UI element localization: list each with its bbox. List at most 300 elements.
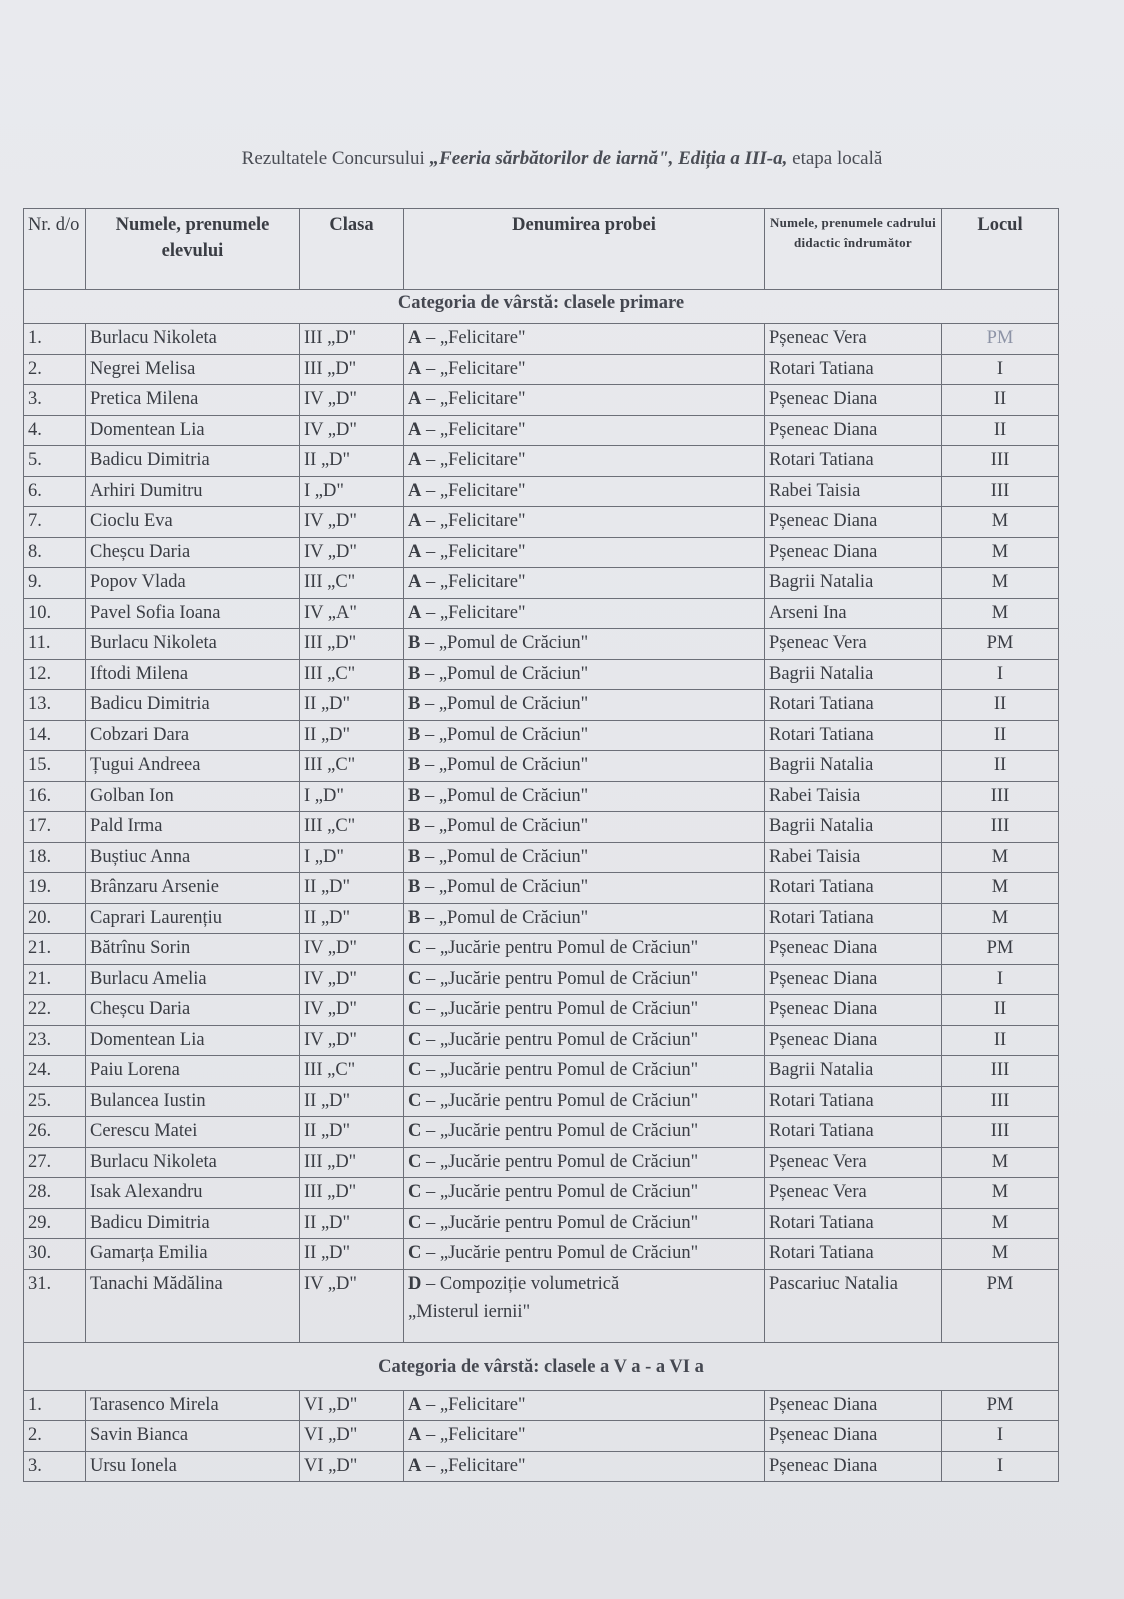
cell-nr: 3. (24, 385, 86, 416)
event-text (408, 1087, 760, 1116)
cell-teacher: Pșeneac Vera (765, 1147, 942, 1178)
event-code: C (408, 1243, 422, 1263)
cell-nr: 21. (24, 934, 86, 965)
cell-teacher: Bagrii Natalia (765, 1056, 942, 1087)
cell-class: III „C" (300, 568, 404, 599)
event-title: – „Felicitare" (421, 389, 526, 409)
cell-nr: 25. (24, 1086, 86, 1117)
document-title (0, 148, 1124, 170)
cell-class: II „D" (300, 873, 404, 904)
cell-nr: 23. (24, 1025, 86, 1056)
cell-place: I (942, 659, 1059, 690)
cell-nr: 12. (24, 659, 86, 690)
cell-event (404, 812, 765, 843)
event-text (408, 1209, 760, 1238)
table-row (24, 1025, 1059, 1056)
event-title: – „Jucărie pentru Pomul de Crăciun" (421, 1121, 699, 1141)
event-text (408, 995, 760, 1024)
table-row (24, 1421, 1059, 1452)
cell-student-name: Buștiuc Anna (86, 842, 300, 873)
cell-class: I „D" (300, 842, 404, 873)
cell-place: II (942, 415, 1059, 446)
event-text (408, 1391, 760, 1420)
event-title: – „Pomul de Crăciun" (420, 846, 589, 867)
event-text (408, 660, 760, 689)
cell-class: II „D" (300, 720, 404, 751)
cell-nr: 16. (24, 781, 86, 812)
cell-event (404, 1147, 765, 1178)
cell-teacher: Rotari Tatiana (765, 1117, 942, 1148)
table-row (24, 751, 1059, 782)
event-code: C (408, 1029, 422, 1050)
event-code: A (408, 1394, 422, 1415)
cell-place: I (942, 964, 1059, 995)
cell-student-name: Gamarța Emilia (86, 1239, 300, 1270)
event-title: – „Pomul de Crăciun" (420, 877, 589, 897)
event-title: – „Pomul de Crăciun" (420, 816, 589, 836)
event-title: – „Felicitare" (421, 1394, 526, 1415)
cell-teacher: Rotari Tatiana (765, 1239, 942, 1270)
cell-student-name: Pald Irma (86, 812, 300, 843)
event-title: – „Felicitare" (421, 1425, 526, 1445)
cell-event (404, 1208, 765, 1239)
cell-student-name: Negrei Melisa (86, 354, 300, 385)
event-text (408, 1117, 760, 1146)
event-title: – „Felicitare" (421, 1455, 526, 1476)
cell-nr: 30. (24, 1239, 86, 1270)
title-prefix: Rezultatele Concursului (241, 148, 430, 169)
cell-event (404, 1025, 765, 1056)
cell-teacher: Pșeneac Diana (765, 1390, 942, 1421)
event-text (408, 904, 760, 933)
cell-place: M (942, 507, 1059, 538)
event-code: C (408, 1151, 422, 1172)
event-title: – „Felicitare" (421, 541, 526, 562)
event-code: B (408, 846, 421, 867)
event-title: – „Pomul de Crăciun" (420, 694, 589, 714)
cell-class: II „D" (300, 1239, 404, 1270)
event-code: A (408, 358, 422, 379)
cell-nr: 11. (24, 629, 86, 660)
event-code: C (408, 1212, 422, 1233)
event-text (408, 599, 760, 628)
event-text (408, 1056, 760, 1085)
cell-event (404, 964, 765, 995)
event-code: A (408, 419, 422, 440)
cell-place: PM (942, 1390, 1059, 1421)
cell-class: III „C" (300, 812, 404, 843)
event-code: C (408, 1060, 422, 1080)
event-title-line2: „Misterul iernii" (408, 1301, 531, 1322)
cell-nr: 13. (24, 690, 86, 721)
cell-class: IV „D" (300, 415, 404, 446)
cell-event (404, 476, 765, 507)
event-code: A (408, 541, 422, 562)
cell-teacher: Bagrii Natalia (765, 751, 942, 782)
event-code: A (408, 572, 422, 592)
cell-place: II (942, 751, 1059, 782)
header-nr: Nr. d/o (24, 209, 86, 290)
cell-student-name: Savin Bianca (86, 1421, 300, 1452)
cell-class: II „D" (300, 690, 404, 721)
event-title: – „Felicitare" (421, 328, 526, 348)
cell-teacher: Pascariuc Natalia (765, 1269, 942, 1342)
cell-student-name: Isak Alexandru (86, 1178, 300, 1209)
event-text (408, 782, 760, 811)
category-row (24, 1342, 1059, 1390)
cell-class: III „C" (300, 1056, 404, 1087)
event-title: – „Felicitare" (421, 572, 526, 592)
cell-event (404, 446, 765, 477)
header-place: Locul (942, 209, 1059, 290)
event-code: C (408, 938, 422, 958)
event-text (408, 690, 760, 719)
cell-class: I „D" (300, 781, 404, 812)
cell-student-name: Țugui Andreea (86, 751, 300, 782)
cell-student-name: Brânzaru Arsenie (86, 873, 300, 904)
cell-place: M (942, 1239, 1059, 1270)
event-text (408, 538, 760, 567)
cell-place: II (942, 385, 1059, 416)
cell-event (404, 995, 765, 1026)
table-row (24, 415, 1059, 446)
cell-event (404, 568, 765, 599)
cell-student-name: Paiu Lorena (86, 1056, 300, 1087)
cell-nr: 21. (24, 964, 86, 995)
event-code: B (408, 694, 421, 714)
cell-place: M (942, 568, 1059, 599)
cell-teacher: Pșeneac Diana (765, 1421, 942, 1452)
cell-class: II „D" (300, 446, 404, 477)
cell-place: I (942, 1421, 1059, 1452)
event-code: B (408, 877, 421, 897)
cell-event (404, 1269, 765, 1342)
table-row (24, 842, 1059, 873)
cell-teacher: Pșeneac Diana (765, 1451, 942, 1482)
cell-class: III „C" (300, 659, 404, 690)
header-name: Numele, prenumele elevului (86, 209, 300, 290)
cell-student-name: Cheșcu Daria (86, 537, 300, 568)
event-text (408, 355, 760, 384)
results-table-body (24, 209, 1059, 1482)
table-row (24, 934, 1059, 965)
cell-class: III „C" (300, 751, 404, 782)
cell-student-name: Golban Ion (86, 781, 300, 812)
cell-place: III (942, 1117, 1059, 1148)
event-code: B (408, 633, 421, 653)
cell-teacher: Pșeneac Diana (765, 1025, 942, 1056)
cell-teacher: Bagrii Natalia (765, 659, 942, 690)
table-header-row (24, 209, 1059, 290)
cell-nr: 10. (24, 598, 86, 629)
event-text (408, 629, 760, 658)
cell-class: VI „D" (300, 1421, 404, 1452)
category-label: Categoria de vârstă: clasele a V a - a VI a (24, 1342, 1059, 1390)
event-title: – „Jucărie pentru Pomul de Crăciun" (421, 968, 699, 989)
event-text (408, 965, 760, 994)
event-title: – „Jucărie pentru Pomul de Crăciun" (421, 1029, 699, 1050)
event-title: – „Felicitare" (421, 358, 526, 379)
cell-event (404, 1421, 765, 1452)
cell-class: VI „D" (300, 1390, 404, 1421)
cell-class: IV „D" (300, 507, 404, 538)
event-title: – „Pomul de Crăciun" (420, 785, 589, 806)
cell-class: IV „D" (300, 934, 404, 965)
cell-student-name: Cioclu Eva (86, 507, 300, 538)
cell-teacher: Pșeneac Diana (765, 385, 942, 416)
event-text (408, 812, 760, 841)
event-title: – „Pomul de Crăciun" (420, 907, 589, 928)
event-title: – „Jucărie pentru Pomul de Crăciun" (421, 1212, 699, 1233)
cell-student-name: Badicu Dimitria (86, 446, 300, 477)
cell-place: III (942, 812, 1059, 843)
table-row (24, 1178, 1059, 1209)
cell-teacher: Rabei Taisia (765, 476, 942, 507)
table-row (24, 446, 1059, 477)
event-code: B (408, 907, 421, 928)
table-row (24, 964, 1059, 995)
table-row (24, 1147, 1059, 1178)
event-title: – „Pomul de Crăciun" (420, 755, 589, 775)
event-code: B (408, 663, 421, 684)
event-title: – „Jucărie pentru Pomul de Crăciun" (421, 1243, 699, 1263)
event-code: B (408, 724, 421, 745)
cell-class: IV „D" (300, 1025, 404, 1056)
event-code: C (408, 968, 422, 989)
cell-teacher: Pșeneac Vera (765, 629, 942, 660)
cell-student-name: Bătrînu Sorin (86, 934, 300, 965)
cell-event (404, 903, 765, 934)
event-text (408, 1239, 760, 1268)
title-suffix: etapa locală (787, 148, 883, 169)
event-code: B (408, 785, 421, 806)
cell-student-name: Cerescu Matei (86, 1117, 300, 1148)
cell-class: II „D" (300, 1208, 404, 1239)
cell-student-name: Pavel Sofia Ioana (86, 598, 300, 629)
cell-student-name: Iftodi Milena (86, 659, 300, 690)
cell-student-name: Caprari Laurențiu (86, 903, 300, 934)
cell-nr: 8. (24, 537, 86, 568)
cell-teacher: Pșeneac Diana (765, 964, 942, 995)
cell-event (404, 1086, 765, 1117)
cell-event (404, 1056, 765, 1087)
event-title: – „Felicitare" (421, 511, 526, 531)
event-code: A (408, 1425, 422, 1445)
event-title: – Compoziție volumetrică (421, 1273, 620, 1294)
cell-place: II (942, 995, 1059, 1026)
event-title: – „Jucărie pentru Pomul de Crăciun" (421, 1060, 699, 1080)
cell-event (404, 873, 765, 904)
cell-event (404, 1178, 765, 1209)
cell-place: III (942, 781, 1059, 812)
cell-student-name: Tarasenco Mirela (86, 1390, 300, 1421)
cell-event (404, 1239, 765, 1270)
table-row (24, 354, 1059, 385)
event-text (408, 568, 760, 597)
cell-place: PM (942, 934, 1059, 965)
cell-teacher: Rotari Tatiana (765, 446, 942, 477)
cell-student-name: Bulancea Iustin (86, 1086, 300, 1117)
cell-teacher: Rotari Tatiana (765, 1208, 942, 1239)
cell-student-name: Popov Vlada (86, 568, 300, 599)
event-title: – „Felicitare" (421, 450, 526, 470)
cell-nr: 26. (24, 1117, 86, 1148)
event-code: B (408, 755, 421, 775)
cell-place: III (942, 1086, 1059, 1117)
cell-teacher: Bagrii Natalia (765, 812, 942, 843)
cell-place: M (942, 537, 1059, 568)
cell-teacher: Arseni Ina (765, 598, 942, 629)
cell-place: M (942, 903, 1059, 934)
table-row (24, 1451, 1059, 1482)
header-event: Denumirea probei (404, 209, 765, 290)
event-code: D (408, 1273, 422, 1294)
cell-teacher: Pșeneac Diana (765, 537, 942, 568)
cell-class: IV „D" (300, 995, 404, 1026)
event-text (408, 507, 760, 536)
table-row (24, 507, 1059, 538)
event-text (408, 751, 760, 780)
event-text (408, 721, 760, 750)
cell-teacher: Pșeneac Vera (765, 324, 942, 355)
cell-nr: 18. (24, 842, 86, 873)
cell-place: III (942, 476, 1059, 507)
event-text (408, 1421, 760, 1450)
event-code: C (408, 1121, 422, 1141)
cell-place: M (942, 598, 1059, 629)
cell-student-name: Badicu Dimitria (86, 1208, 300, 1239)
event-code: C (408, 1182, 422, 1202)
table-row (24, 903, 1059, 934)
cell-nr: 24. (24, 1056, 86, 1087)
event-text (408, 477, 760, 506)
table-row (24, 385, 1059, 416)
event-text (408, 385, 760, 414)
table-row (24, 873, 1059, 904)
cell-class: III „D" (300, 1178, 404, 1209)
cell-teacher: Pșeneac Vera (765, 1178, 942, 1209)
event-title: – „Jucărie pentru Pomul de Crăciun" (421, 1151, 699, 1172)
cell-student-name: Badicu Dimitria (86, 690, 300, 721)
table-row (24, 598, 1059, 629)
table-row (24, 1086, 1059, 1117)
title-italic: „Feeria sărbătorilor de iarnă", Ediția a III-a, (429, 148, 788, 169)
cell-nr: 9. (24, 568, 86, 599)
cell-student-name: Cheșcu Daria (86, 995, 300, 1026)
cell-nr: 17. (24, 812, 86, 843)
cell-student-name: Tanachi Mădălina (86, 1269, 300, 1342)
event-code: A (408, 389, 422, 409)
cell-place: PM (942, 1269, 1059, 1342)
event-title: – „Pomul de Crăciun" (420, 724, 589, 745)
cell-place: PM (942, 324, 1059, 355)
table-row (24, 995, 1059, 1026)
event-code: A (408, 602, 422, 623)
cell-class: III „D" (300, 629, 404, 660)
cell-teacher: Rabei Taisia (765, 842, 942, 873)
cell-place: II (942, 720, 1059, 751)
event-title: – „Felicitare" (421, 419, 526, 440)
event-title: – „Pomul de Crăciun" (420, 633, 589, 653)
table-row (24, 568, 1059, 599)
table-row (24, 1269, 1059, 1342)
cell-teacher: Pșeneac Diana (765, 415, 942, 446)
cell-student-name: Burlacu Nikoleta (86, 629, 300, 660)
event-code: A (408, 511, 422, 531)
cell-student-name: Burlacu Nikoleta (86, 1147, 300, 1178)
cell-class: VI „D" (300, 1451, 404, 1482)
cell-class: II „D" (300, 903, 404, 934)
table-row (24, 1056, 1059, 1087)
cell-teacher: Pșeneac Diana (765, 934, 942, 965)
cell-student-name: Burlacu Nikoleta (86, 324, 300, 355)
table-row (24, 629, 1059, 660)
cell-event (404, 385, 765, 416)
cell-class: II „D" (300, 1117, 404, 1148)
category-label: Categoria de vârstă: clasele primare (24, 290, 1059, 324)
event-text (408, 1148, 760, 1177)
cell-class: II „D" (300, 1086, 404, 1117)
cell-nr: 1. (24, 324, 86, 355)
cell-teacher: Rotari Tatiana (765, 690, 942, 721)
cell-nr: 28. (24, 1178, 86, 1209)
cell-student-name: Arhiri Dumitru (86, 476, 300, 507)
cell-event (404, 324, 765, 355)
table-row (24, 537, 1059, 568)
cell-class: III „D" (300, 354, 404, 385)
cell-teacher: Rotari Tatiana (765, 903, 942, 934)
cell-student-name: Pretica Milena (86, 385, 300, 416)
cell-event (404, 537, 765, 568)
cell-place: M (942, 873, 1059, 904)
header-teacher: Numele, prenumele cadrului didactic îndrumător (765, 209, 942, 290)
event-text (408, 1452, 760, 1481)
table-row (24, 1117, 1059, 1148)
cell-place: M (942, 842, 1059, 873)
cell-class: IV „D" (300, 964, 404, 995)
cell-event (404, 720, 765, 751)
cell-place: I (942, 1451, 1059, 1482)
cell-event (404, 781, 765, 812)
cell-teacher: Rotari Tatiana (765, 720, 942, 751)
cell-class: III „D" (300, 324, 404, 355)
table-row (24, 324, 1059, 355)
cell-event (404, 934, 765, 965)
cell-student-name: Domentean Lia (86, 1025, 300, 1056)
event-code: A (408, 480, 422, 501)
cell-class: IV „D" (300, 1269, 404, 1342)
cell-teacher: Rabei Taisia (765, 781, 942, 812)
event-text (408, 843, 760, 872)
table-row (24, 812, 1059, 843)
event-text (408, 1270, 760, 1326)
cell-nr: 22. (24, 995, 86, 1026)
cell-teacher: Rotari Tatiana (765, 873, 942, 904)
cell-event (404, 842, 765, 873)
cell-place: M (942, 1147, 1059, 1178)
category-row (24, 290, 1059, 324)
cell-class: IV „A" (300, 598, 404, 629)
results-table (23, 208, 1059, 1482)
cell-event (404, 415, 765, 446)
cell-place: I (942, 354, 1059, 385)
cell-student-name: Domentean Lia (86, 415, 300, 446)
event-title: – „Jucărie pentru Pomul de Crăciun" (421, 999, 699, 1019)
event-title: – „Jucărie pentru Pomul de Crăciun" (421, 1182, 699, 1202)
table-row (24, 690, 1059, 721)
cell-class: IV „D" (300, 385, 404, 416)
cell-teacher: Bagrii Natalia (765, 568, 942, 599)
